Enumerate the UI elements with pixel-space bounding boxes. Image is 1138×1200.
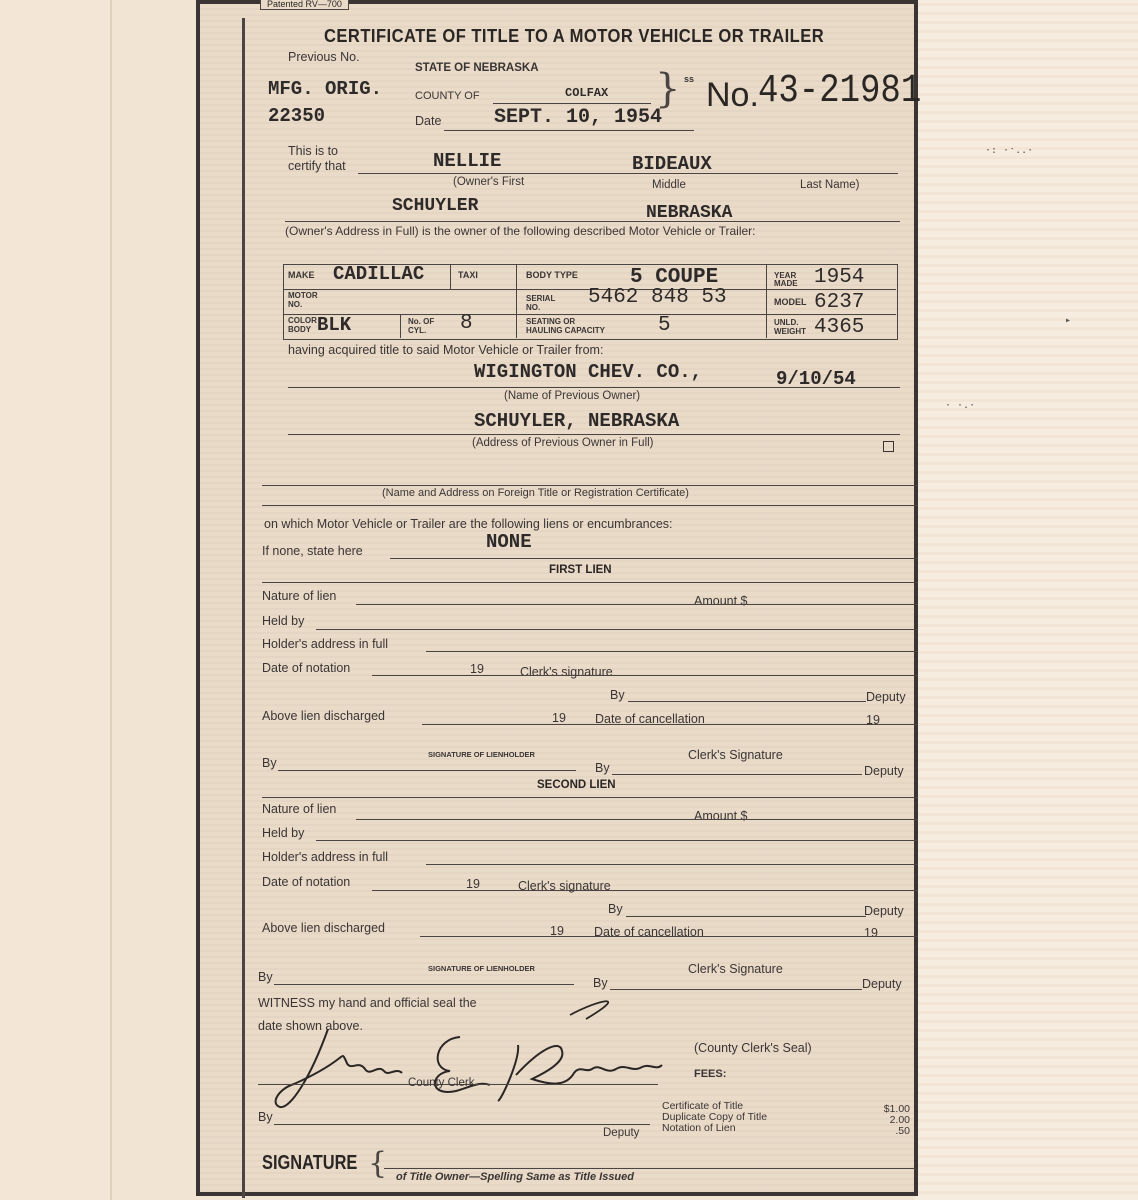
fold-line xyxy=(110,0,112,1200)
lien-line xyxy=(626,916,866,917)
seal-label: (County Clerk's Seal) xyxy=(694,1041,812,1055)
year-value: 1954 xyxy=(814,266,865,289)
make-label: MAKE xyxy=(288,270,315,280)
second-lien-by-label: By xyxy=(593,976,608,990)
lien-line xyxy=(356,819,918,820)
first-lien-amount-label: Amount $ xyxy=(694,594,748,608)
brace: { xyxy=(368,1146,388,1181)
county-label: COUNTY OF xyxy=(415,90,480,102)
first-lien-clerk-label: Clerk's signature xyxy=(520,665,613,679)
title-certificate xyxy=(196,0,922,1196)
foreign-line xyxy=(262,485,918,486)
deputy-line xyxy=(274,1124,650,1125)
owner-signature-label: SIGNATURE xyxy=(262,1152,358,1174)
first-lien-discharged-label: Above lien discharged xyxy=(262,709,385,723)
left-page-margin xyxy=(0,0,110,1200)
first-lien-date-label: Date of notation xyxy=(262,661,351,675)
acquired-label: having acquired title to said Motor Vehicle or Trailer from: xyxy=(288,343,604,357)
number-label: No. xyxy=(706,76,759,114)
witness-line-1: WITNESS my hand and official seal the xyxy=(258,996,477,1010)
model-label: MODEL xyxy=(774,297,807,307)
second-lien-date-label: Date of notation xyxy=(262,875,351,889)
lien-line xyxy=(372,675,918,676)
first-lien-by-label: By xyxy=(595,761,610,775)
second-lien-cancel-label: Date of cancellation xyxy=(594,925,704,939)
certify-label-2: certify that xyxy=(288,159,346,173)
second-lien-clerk-sig-label: Clerk's Signature xyxy=(688,962,783,976)
fee-item: Certificate of Title xyxy=(662,1100,744,1112)
second-lien-year-prefix: 19 xyxy=(466,877,480,891)
owner-middle-label: Middle xyxy=(652,179,686,191)
first-lien-deputy-label: Deputy xyxy=(866,690,906,704)
owner-signature-line xyxy=(384,1168,916,1169)
fee-item: Duplicate Copy of Title xyxy=(662,1111,768,1123)
second-lien-by-label: By xyxy=(608,902,623,916)
owner-state: NEBRASKA xyxy=(646,203,733,223)
lien-line xyxy=(420,936,918,937)
second-lien-held-by-label: Held by xyxy=(262,826,305,840)
if-none-label: If none, state here xyxy=(262,544,363,558)
weight-label: UNLD. WEIGHT xyxy=(774,318,806,336)
second-lien-year-prefix: 19 xyxy=(550,924,564,938)
owner-last-label: Last Name) xyxy=(800,179,860,191)
model-value: 6237 xyxy=(814,291,865,314)
motor-label: MOTOR NO. xyxy=(288,291,318,309)
seating-label: SEATING OR HAULING CAPACITY xyxy=(526,317,605,335)
first-lien-nature-label: Nature of lien xyxy=(262,589,337,603)
fee-value: 2.00 xyxy=(889,1114,910,1126)
margin-speckle: ▸ xyxy=(1065,315,1072,326)
previous-no-label: Previous No. xyxy=(288,50,360,64)
previous-owner-address: SCHUYLER, NEBRASKA xyxy=(474,410,680,432)
witness-line-2: date shown above. xyxy=(258,1019,363,1033)
lien-line xyxy=(274,984,574,985)
owner-signature-note: of Title Owner—Spelling Same as Title Issued xyxy=(396,1171,634,1183)
first-lien-by-label: By xyxy=(610,688,625,702)
lien-line xyxy=(356,604,918,605)
second-lien-nature-label: Nature of lien xyxy=(262,802,337,816)
if-none-line xyxy=(390,558,918,559)
lien-line xyxy=(278,770,576,771)
certify-label-1: This is to xyxy=(288,144,339,158)
date-line xyxy=(444,130,694,131)
foreign-title-label: (Name and Address on Foreign Title or Registration Certificate) xyxy=(382,487,689,499)
previous-owner-name: WIGINGTON CHEV. CO., xyxy=(474,361,703,383)
ss-label: ss xyxy=(684,74,695,84)
owner-address-label: (Owner's Address in Full) is the owner of the following described Motor Vehicle or Trailer: xyxy=(285,224,756,238)
owner-city: SCHUYLER xyxy=(392,196,479,216)
body-type-value: 5 COUPE xyxy=(630,266,719,289)
color-label: COLOR BODY xyxy=(288,316,317,334)
form-number: Patented RV—700 xyxy=(260,0,349,10)
body-type-label: BODY TYPE xyxy=(526,270,578,280)
fee-item: Notation of Lien xyxy=(662,1122,736,1134)
first-lien-by-label: By xyxy=(262,756,277,770)
owner-address-line xyxy=(285,221,900,222)
county-clerk-label: County Clerk xyxy=(408,1077,475,1089)
seating-value: 5 xyxy=(658,314,671,337)
lien-line xyxy=(262,797,918,798)
lien-line xyxy=(316,840,918,841)
certificate-title: CERTIFICATE OF TITLE TO A MOTOR VEHICLE OR TRAILER xyxy=(324,26,825,46)
first-lien-clerk-sig-label: Clerk's Signature xyxy=(688,748,783,762)
brace: } xyxy=(655,66,681,112)
fee-value: $1.00 xyxy=(883,1103,910,1115)
fee-values xyxy=(876,1104,910,1137)
first-lien-year-prefix: 19 xyxy=(470,662,484,676)
cylinders-value: 8 xyxy=(460,312,473,335)
previous-owner-label: (Name of Previous Owner) xyxy=(504,390,641,402)
lien-line xyxy=(422,724,918,725)
liens-value: NONE xyxy=(486,531,532,553)
county-clerk-signature xyxy=(270,989,670,1134)
vehicle-col-line xyxy=(400,314,401,338)
previous-address-label: (Address of Previous Owner in Full) xyxy=(472,437,654,449)
clerk-by-label: By xyxy=(258,1110,273,1124)
vehicle-col-line xyxy=(450,264,451,289)
checkbox xyxy=(883,441,894,452)
clerk-deputy-label: Deputy xyxy=(603,1127,640,1139)
first-lien-title: FIRST LIEN xyxy=(549,564,612,576)
lien-line xyxy=(426,651,918,652)
second-lien-deputy-label: Deputy xyxy=(864,904,904,918)
first-lien-cancel-label: Date of cancellation xyxy=(595,712,705,726)
liens-label: on which Motor Vehicle or Trailer are the following liens or encumbrances: xyxy=(264,517,673,531)
lien-line xyxy=(426,864,918,865)
first-lien-year-prefix: 19 xyxy=(552,711,566,725)
lien-line xyxy=(262,582,918,583)
serial-value: 5462 848 53 xyxy=(588,286,727,309)
serial-label: SERIAL NO. xyxy=(526,294,556,312)
fees-label: FEES: xyxy=(694,1068,727,1080)
date-label: Date xyxy=(415,114,442,128)
right-page-margin xyxy=(915,0,1138,1200)
vehicle-col-line xyxy=(766,264,767,338)
previous-owner-date: 9/10/54 xyxy=(776,368,856,390)
lien-line xyxy=(316,629,918,630)
year-label: YEAR MADE xyxy=(774,271,798,288)
vehicle-row-line xyxy=(283,314,896,315)
fee-items xyxy=(662,1101,767,1134)
owner-first-label: (Owner's First xyxy=(453,176,525,188)
first-lien-year-prefix: 19 xyxy=(866,713,880,727)
make-value: CADILLAC xyxy=(333,263,425,285)
vehicle-col-line xyxy=(516,264,517,338)
previous-no-value: MFG. ORIG. xyxy=(268,78,383,100)
fee-value: .50 xyxy=(895,1125,910,1137)
previous-address-line xyxy=(288,434,900,435)
state-label: STATE OF NEBRASKA xyxy=(415,62,539,74)
second-lien-amount-label: Amount $ xyxy=(694,809,748,823)
lien-line xyxy=(612,774,862,775)
second-lien-by-label: By xyxy=(258,970,273,984)
second-lien-holder-address-label: Holder's address in full xyxy=(262,850,389,864)
margin-speckle: · ·.· xyxy=(945,400,976,411)
section-divider xyxy=(262,505,918,506)
lien-line xyxy=(372,890,918,891)
second-lien-title: SECOND LIEN xyxy=(537,779,616,791)
second-lien-clerk-label: Clerk's signature xyxy=(518,879,611,893)
first-lien-deputy-label: Deputy xyxy=(864,764,904,778)
cylinders-label: No. OF CYL. xyxy=(408,317,435,335)
county-line xyxy=(493,103,651,104)
color-value: BLK xyxy=(317,314,352,336)
owner-first-name: NELLIE xyxy=(433,150,502,172)
county-value: COLFAX xyxy=(565,86,609,100)
first-lien-signature-label: SIGNATURE OF LIENHOLDER xyxy=(428,750,535,759)
previous-owner-line xyxy=(288,387,900,388)
margin-speckle: ·: ·ˑ..· xyxy=(985,145,1034,156)
owner-last-name: BIDEAUX xyxy=(632,153,712,175)
second-lien-signature-label: SIGNATURE OF LIENHOLDER xyxy=(428,964,535,973)
second-lien-deputy-label: Deputy xyxy=(862,977,902,991)
previous-no-number: 22350 xyxy=(268,105,326,127)
date-value: SEPT. 10, 1954 xyxy=(494,106,663,129)
first-lien-holder-address-label: Holder's address in full xyxy=(262,637,389,651)
owner-name-line xyxy=(358,173,898,174)
lien-line xyxy=(628,701,866,702)
first-lien-held-by-label: Held by xyxy=(262,614,305,628)
second-lien-discharged-label: Above lien discharged xyxy=(262,921,385,935)
weight-value: 4365 xyxy=(814,316,865,339)
second-lien-year-prefix: 19 xyxy=(864,926,878,940)
certificate-number: 43-21981 xyxy=(758,69,922,114)
taxi-label: TAXI xyxy=(458,270,478,280)
